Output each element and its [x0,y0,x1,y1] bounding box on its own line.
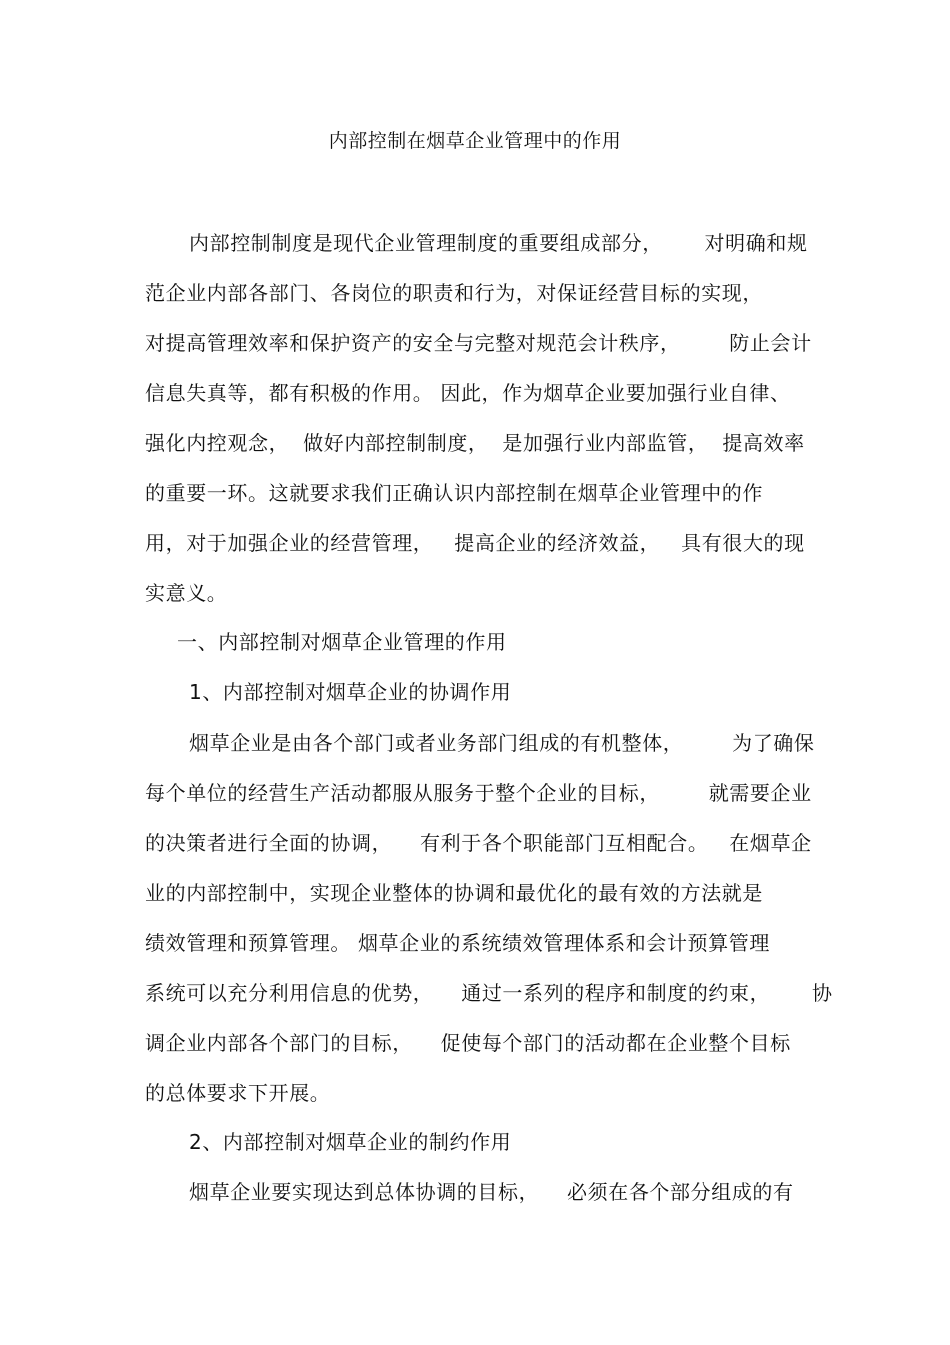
paragraph-line: 调企业内部各个部门的目标， 促使每个部门的活动都在企业整个目标 [145,1031,791,1055]
paragraph-line: 对提高管理效率和保护资产的安全与完整对规范会计秩序， 防止会计 [145,331,812,355]
paragraph-line: 烟草企业是由各个部门或者业务部门组成的有机整体， 为了确保 [189,731,815,755]
paragraph-line: 绩效管理和预算管理。 烟草企业的系统绩效管理体系和会计预算管理 [145,931,770,955]
paragraph-line: 的总体要求下开展。 [145,1081,331,1105]
paragraph-line: 系统可以充分利用信息的优势， 通过一系列的程序和制度的约束， 协 [145,981,833,1005]
paragraph-line: 内部控制制度是现代企业管理制度的重要组成部分， 对明确和规 [189,231,808,255]
paragraph-line: 信息失真等，都有积极的作用。 因此，作为烟草企业要加强行业自律、 [145,381,791,405]
paragraph-line: 范企业内部各部门、各岗位的职责和行为，对保证经营目标的实现， [145,281,763,305]
paragraph-line: 强化内控观念， 做好内部控制制度， 是加强行业内部监管， 提高效率 [145,431,805,455]
document-title: 内部控制在烟草企业管理中的作用 [328,130,622,152]
paragraph-line: 实意义。 [145,581,228,605]
paragraph-line: 的决策者进行全面的协调， 有利于各个职能部门互相配合。 在烟草企 [145,831,812,855]
paragraph-line: 每个单位的经营生产活动都服从服务于整个企业的目标， 就需要企业 [145,781,812,805]
paragraph-line: 用，对于加强企业的经营管理， 提高企业的经济效益， 具有很大的现 [145,531,805,555]
paragraph-line: 的重要一环。这就要求我们正确认识内部控制在烟草企业管理中的作 [145,481,763,505]
section-heading: 一、内部控制对烟草企业管理的作用 [177,630,507,654]
subsection-heading: 2、内部控制对烟草企业的制约作用 [189,1130,512,1154]
paragraph-line: 烟草企业要实现达到总体协调的目标， 必须在各个部分组成的有 [189,1180,794,1204]
paragraph-line: 业的内部控制中，实现企业整体的协调和最优化的最有效的方法就是 [145,881,763,905]
subsection-heading: 1、内部控制对烟草企业的协调作用 [189,680,512,704]
